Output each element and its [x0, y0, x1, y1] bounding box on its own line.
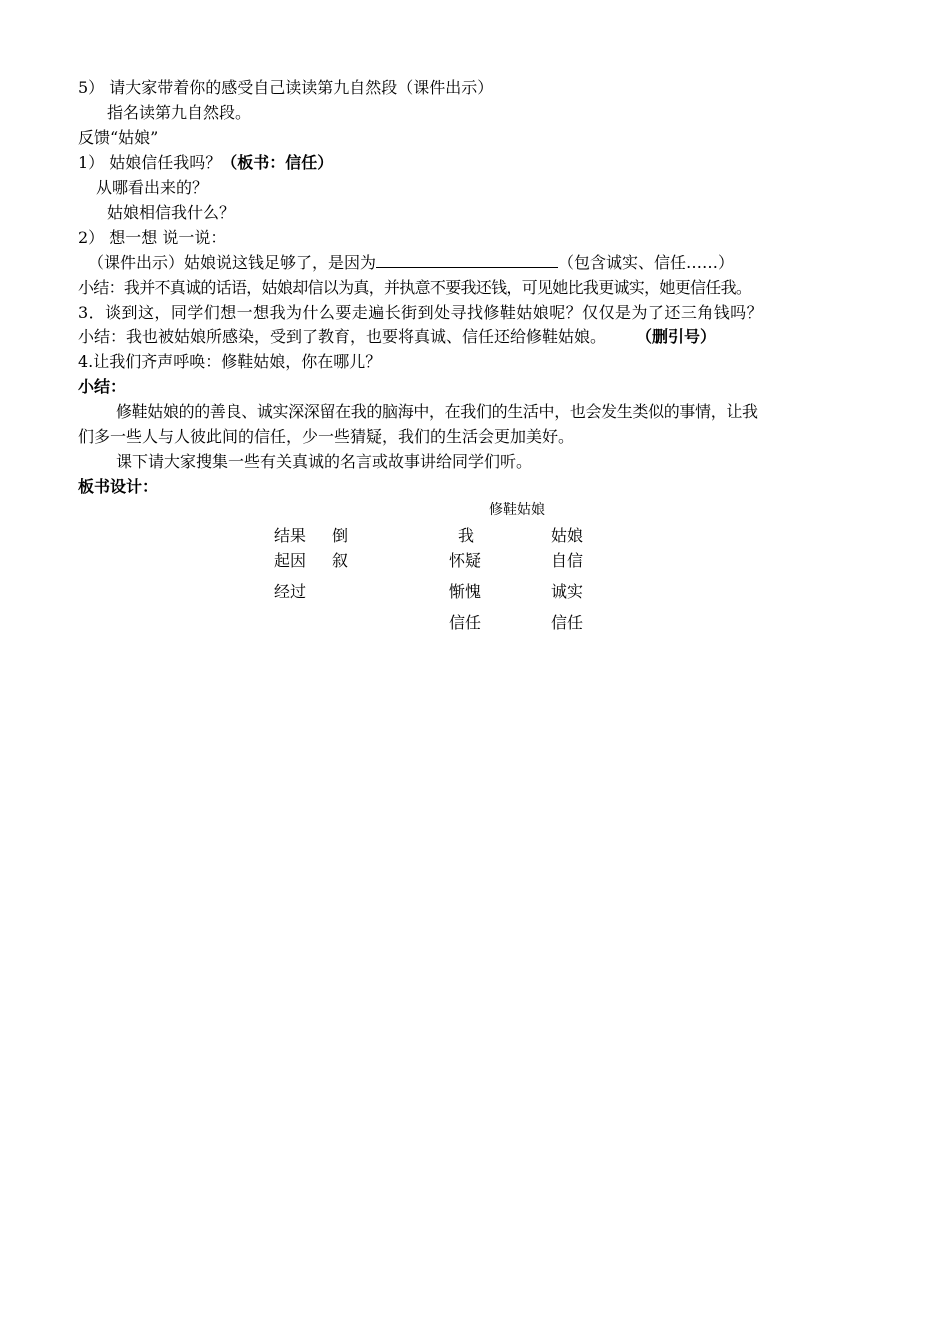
text-line	[78, 325, 716, 349]
text-line: 指名读第九自然段。	[107, 103, 252, 122]
text-line: 姑娘相信我什么？	[107, 203, 236, 222]
board-cell: 自信	[551, 551, 584, 570]
board-cell: 信任	[449, 613, 482, 632]
board-cell: 我	[458, 526, 475, 545]
summary-heading: 小结：	[78, 377, 127, 396]
paragraph-line: 修鞋姑娘的的善良、诚实深深留在我的脑海中，在我们的生活中，也会发生类似的事情，让我	[116, 402, 758, 421]
board-cell: 起因	[274, 551, 307, 570]
board-cell: 信任	[551, 613, 584, 632]
paragraph-line: 们多一些人与人彼此间的信任，少一些猜疑，我们的生活会更加美好。	[78, 427, 575, 446]
board-cell: 叙	[332, 551, 349, 570]
text-line	[88, 251, 734, 275]
board-note: （板书：信任）	[221, 153, 334, 172]
text-line: 反馈“姑娘”	[78, 128, 159, 147]
text-line: 3．谈到这，同学们想一想我为什么要走遍长街到处寻找修鞋姑娘呢？仅仅是为了还三角钱吗？	[78, 303, 764, 322]
board-title: 修鞋姑娘	[489, 502, 545, 518]
fill-blank	[376, 251, 558, 268]
text-line	[78, 151, 333, 175]
board-cell: 怀疑	[449, 551, 482, 570]
summary-text: 小结：我也被姑娘所感染，受到了教育，也要将真诚、信任还给修鞋姑娘。	[78, 327, 607, 346]
board-cell: 诚实	[551, 582, 584, 601]
board-cell: 经过	[274, 582, 307, 601]
board-cell: 倒	[332, 526, 349, 545]
text-line: 5） 请大家带着你的感受自己读读第九自然段（课件出示）	[78, 78, 494, 97]
prompt-text: （课件出示）姑娘说这钱足够了，是因为	[88, 253, 377, 272]
question-text: 1） 姑娘信任我吗？	[78, 153, 222, 172]
text-line: 4.让我们齐声呼唤：修鞋姑娘，你在哪儿？	[78, 352, 382, 371]
hint-text: （包含诚实、信任……）	[558, 253, 735, 272]
text-line: 从哪看出来的？	[96, 178, 209, 197]
summary-line: 小结：我并不真诚的话语，姑娘却信以为真，并执意不要我还钱，可见她比我更诚实，她更信任我。	[78, 278, 752, 297]
board-design-heading: 板书设计：	[78, 477, 159, 496]
paragraph-line: 课下请大家搜集一些有关真诚的名言或故事讲给同学们听。	[116, 452, 533, 471]
board-note: （删引号）	[644, 327, 717, 346]
text-line: 2） 想一想 说一说：	[78, 228, 227, 247]
board-cell: 惭愧	[449, 582, 482, 601]
board-cell: 结果	[274, 526, 307, 545]
board-cell: 姑娘	[551, 526, 584, 545]
